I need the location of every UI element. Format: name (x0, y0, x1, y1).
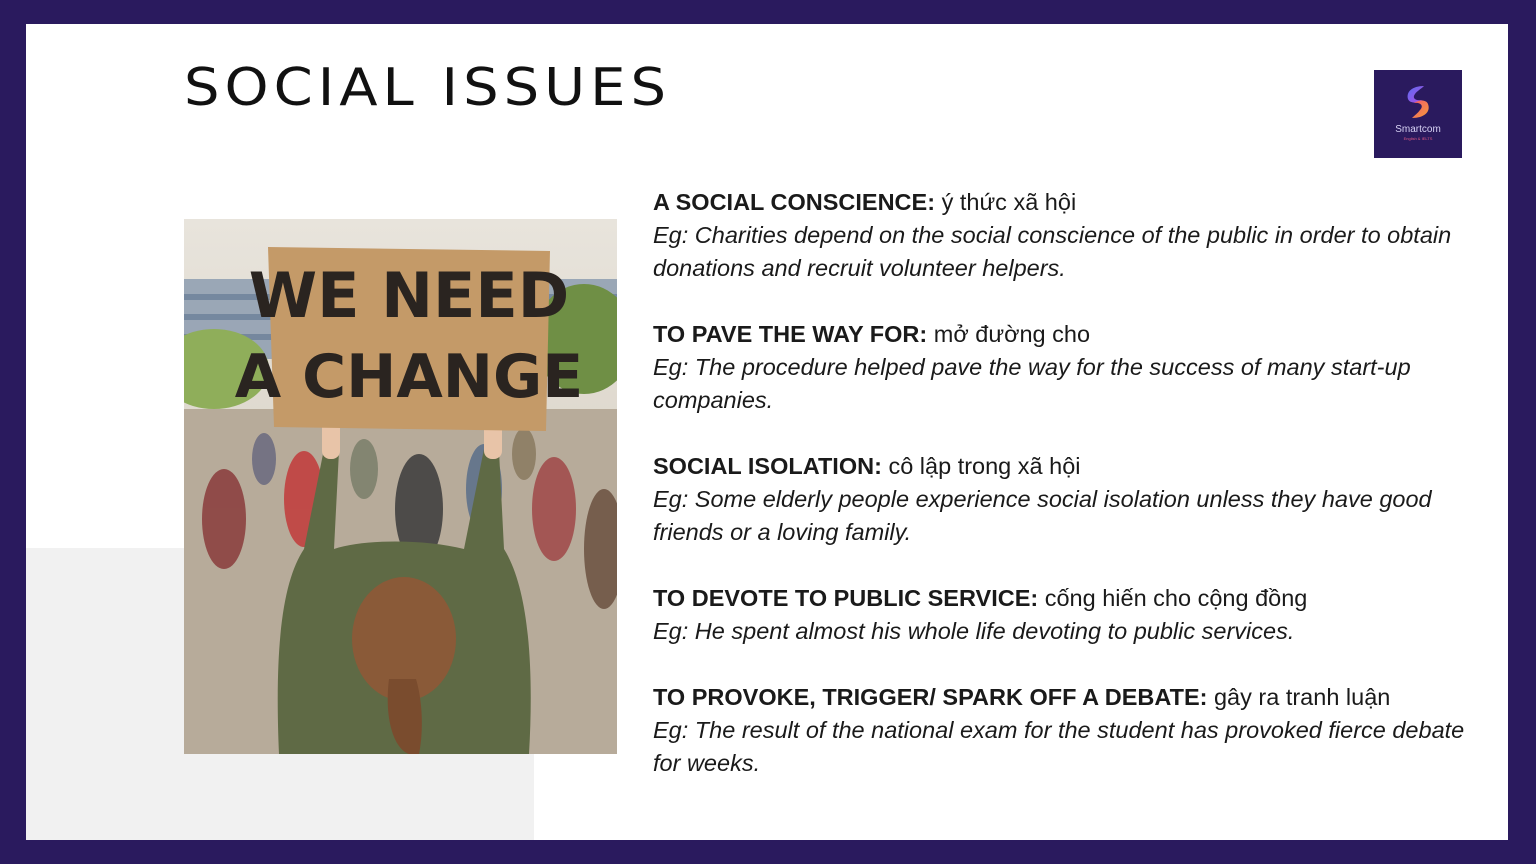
entry-term: TO PAVE THE WAY FOR: (653, 321, 928, 347)
vocabulary-list (653, 186, 1473, 813)
smartcom-logo-icon (1398, 82, 1438, 122)
protest-illustration (184, 219, 617, 754)
entry-term: TO DEVOTE TO PUBLIC SERVICE: (653, 585, 1039, 611)
protest-photo (184, 219, 617, 754)
vocabulary-entry (653, 186, 1473, 285)
sign-text-line1: WE NEED (248, 259, 570, 332)
entry-meaning: cống hiến cho cộng đồng (1044, 585, 1308, 611)
entry-example: Eg: Charities depend on the social conscience of the public in order to obtain donations and recruit volunteer helpers. (653, 222, 1452, 281)
vocabulary-entry (653, 450, 1473, 549)
logo-name: Smartcom (1395, 124, 1441, 135)
entry-meaning: ý thức xã hội (941, 189, 1077, 215)
entry-meaning: mở đường cho (933, 321, 1091, 347)
sign-text-line2: A CHANGE (234, 342, 584, 412)
vocabulary-entry (653, 681, 1473, 780)
entry-meaning: cô lập trong xã hội (888, 453, 1081, 479)
entry-term: A SOCIAL CONSCIENCE: (653, 189, 936, 215)
entry-meaning: gây ra tranh luận (1213, 684, 1391, 710)
slide (26, 24, 1508, 840)
vocabulary-entry (653, 318, 1473, 417)
entry-example: Eg: The result of the national exam for the student has provoked fierce debate for weeks. (653, 717, 1465, 776)
logo (1374, 70, 1462, 158)
entry-example: Eg: He spent almost his whole life devoting to public services. (653, 618, 1295, 644)
entry-example: Eg: Some elderly people experience social isolation unless they have good friends or a loving family. (653, 486, 1432, 545)
entry-term: TO PROVOKE, TRIGGER/ SPARK OFF A DEBATE: (653, 684, 1208, 710)
entry-example: Eg: The procedure helped pave the way for the success of many start-up companies. (653, 354, 1411, 413)
vocabulary-entry (653, 582, 1473, 648)
entry-term: SOCIAL ISOLATION: (653, 453, 882, 479)
logo-tagline: English & IELTS (1403, 136, 1433, 141)
page-title: SOCIAL ISSUES (184, 58, 672, 118)
